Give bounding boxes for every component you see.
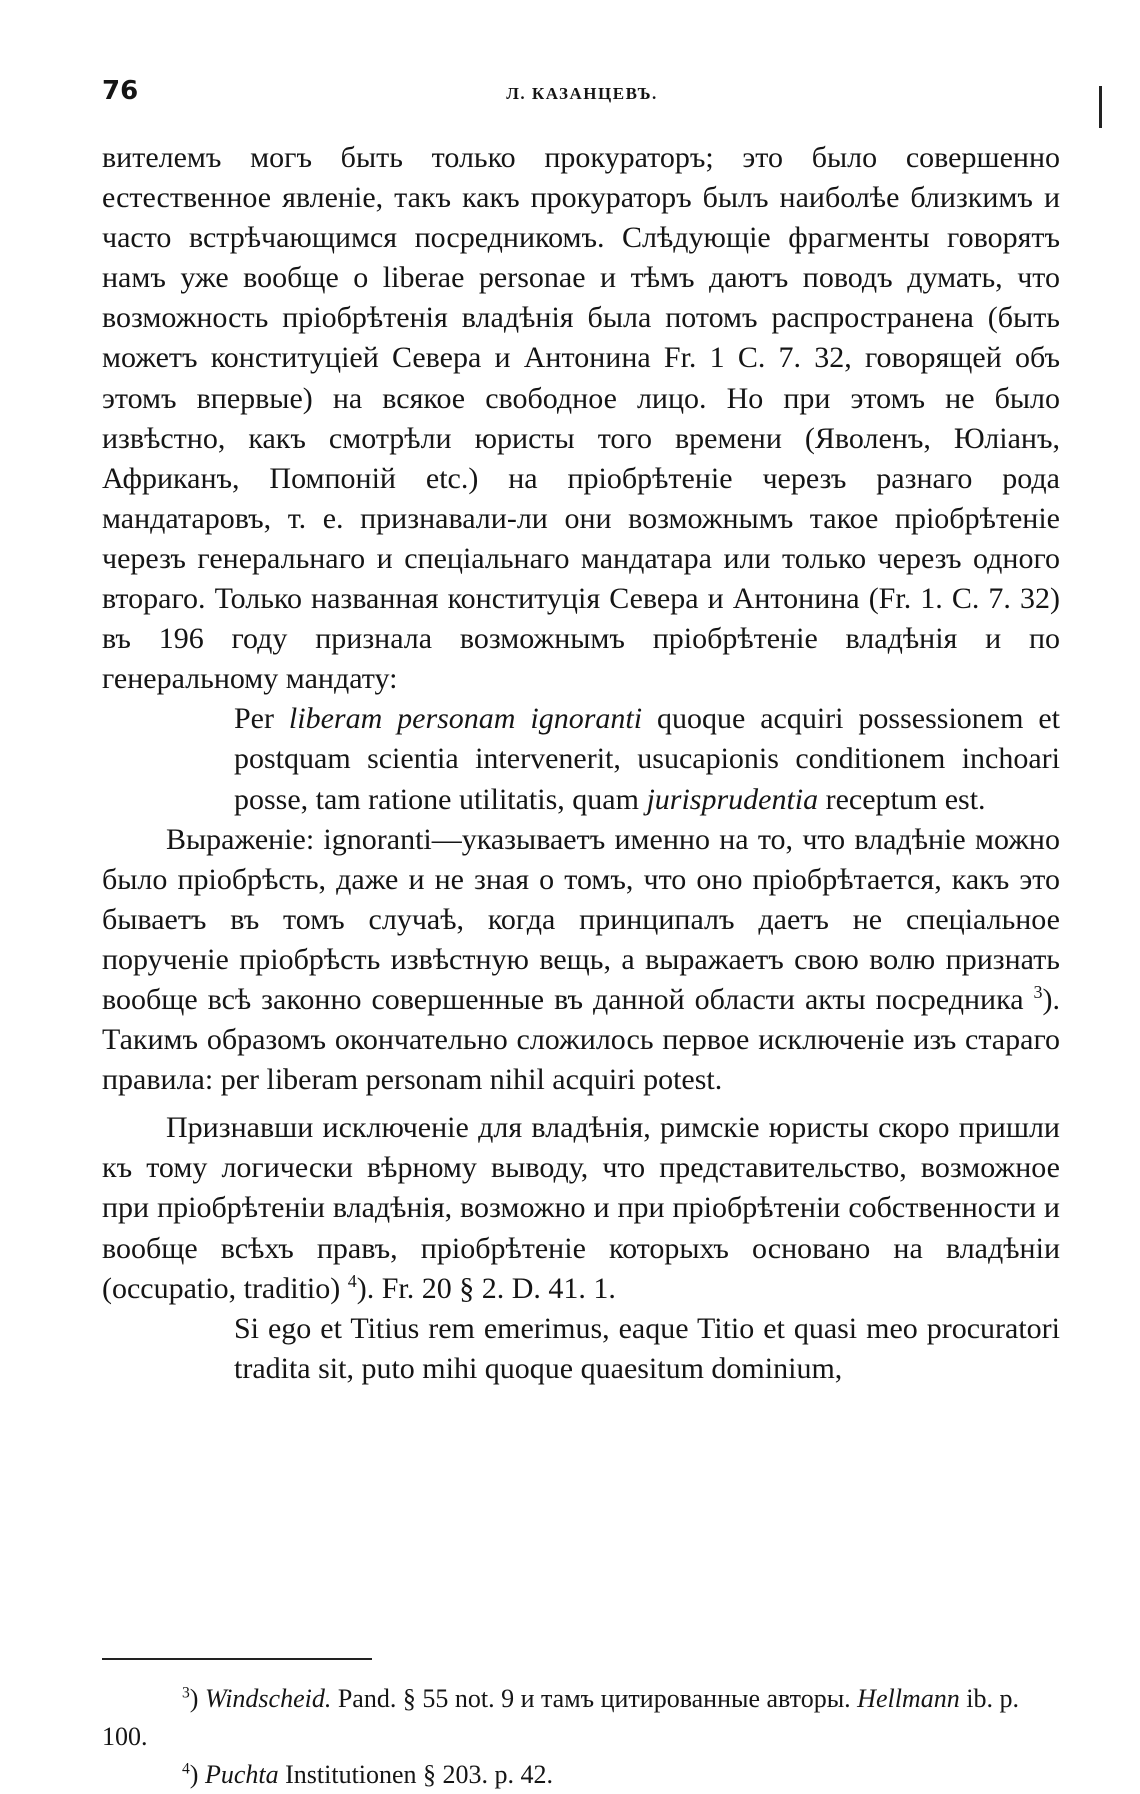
quote-1-pre: Per bbox=[234, 702, 289, 736]
paragraph-2-text: Выраженіе: ignoranti—указываетъ именно на то, что владѣніе можно было пріобрѣсть, даже и не зная о томъ, что оно пріобрѣтается, какъ это бываетъ въ томъ случаѣ, когда принципалъ даетъ не спеціальное порученіе пріобрѣсть извѣстную вещь, а выражаетъ свою волю признать вообще всѣ законно совершенные въ данной области акты посредника bbox=[102, 822, 1060, 1016]
page-number: 76 bbox=[102, 76, 139, 106]
footnote-3-number: 3 bbox=[182, 1684, 190, 1702]
paragraph-2-tail: ). Такимъ образомъ окончательно сложилось первое исключеніе изъ стараго правила: per liberam personam nihil acquiri potest. bbox=[102, 982, 1061, 1097]
quote-1-mid: quoque acquiri possessionem et postquam scientia intervenerit, usucapionis conditionem inchoari posse, tam ratione utilitatis, quam bbox=[234, 702, 1060, 816]
paragraph-3-text: Признавши исключеніе для владѣнія, римскіе юристы скоро пришли къ тому логически вѣрному выводу, что представительство, возможное при пріобрѣтеніи владѣнія, возможно и при пріобрѣтеніи собственности и вообще всѣхъ правъ, пріобрѣтеніе которыхъ основано на владѣніи (occupatio, traditio) bbox=[102, 1111, 1060, 1305]
paragraph-3 bbox=[102, 1108, 1060, 1308]
footnote-3: $^3$) Windscheid. Pand. § 55 not. 9 и тамъ цитированные авторы. Hellmann ib. p. 100. bbox=[102, 1684, 1019, 1751]
main-text bbox=[102, 138, 1060, 1389]
footnote-ref-4: 4 bbox=[347, 1270, 357, 1291]
page-header bbox=[102, 70, 1062, 120]
quote-1-post: receptum est. bbox=[818, 782, 986, 816]
footnote-3-text: Pand. § 55 not. 9 и тамъ цитированные авторы. bbox=[331, 1684, 858, 1713]
footnote-3-author: Windscheid. bbox=[204, 1684, 332, 1713]
page-edge-mark bbox=[1099, 86, 1102, 128]
running-head: Л. КАЗАНЦЕВЪ. bbox=[506, 84, 658, 103]
footnote-4-text: Institutionen § 203. p. 42. bbox=[278, 1760, 554, 1789]
quote-1-italic-2: jurisprudentia bbox=[646, 782, 819, 816]
footnote-ref-3: 3 bbox=[1033, 981, 1043, 1002]
footnote-4: $^4$) Puchta Institutionen § 203. p. 42. bbox=[182, 1760, 554, 1789]
quote-1-italic: liberam personam ignoranti bbox=[288, 702, 643, 736]
footnote-3-author-2: Hellmann bbox=[857, 1684, 960, 1713]
footnote-4-number: 4 bbox=[182, 1760, 190, 1778]
latin-quote-1 bbox=[102, 699, 1060, 819]
footnotes bbox=[102, 1680, 1060, 1794]
latin-quote-2: Si ego et Titius rem emerimus, eaque Titio et quasi meo procuratori tradita sit, puto mihi quoque quaesitum dominium, bbox=[234, 1311, 1060, 1385]
footnote-separator bbox=[102, 1658, 372, 1660]
footnote-3-tail: ib. p. 100. bbox=[102, 1684, 1019, 1751]
footnote-4-author: Puchta bbox=[204, 1760, 279, 1789]
paragraph-3-tail: ). Fr. 20 § 2. D. 41. 1. bbox=[356, 1271, 616, 1305]
paragraph-2 bbox=[102, 820, 1060, 1101]
paragraph-1: вителемъ могъ быть только прокураторъ; это было совершенно естественное явленіе, такъ какъ прокураторъ былъ наиболѣе близкимъ и часто встрѣчающимся посредникомъ. Слѣдующіе фрагменты говорятъ намъ уже вообще о liberae personae и тѣмъ даютъ поводъ думать, что возможность пріобрѣтенія владѣнія была потомъ распространена (быть можетъ конституціей Севера и Антонина Fr. 1 C. 7. 32, говорящей объ этомъ впервые) на всякое свободное лицо. Но при этомъ не было извѣстно, какъ смотрѣли юристы того времени (Яволенъ, Юліанъ, Африканъ, Помпоній etc.) на пріобрѣтеніе черезъ разнаго рода мандатаровъ, т. е. признавали-ли они возможнымъ такое пріобрѣтеніе черезъ генеральнаго и спеціальнаго мандатара или только черезъ одного втораго. Только названная конституція Севера и Антонина (Fr. 1. C. 7. 32) въ 196 году признала возможнымъ пріобрѣтеніе владѣнія и по генеральному мандату: bbox=[102, 141, 1060, 696]
